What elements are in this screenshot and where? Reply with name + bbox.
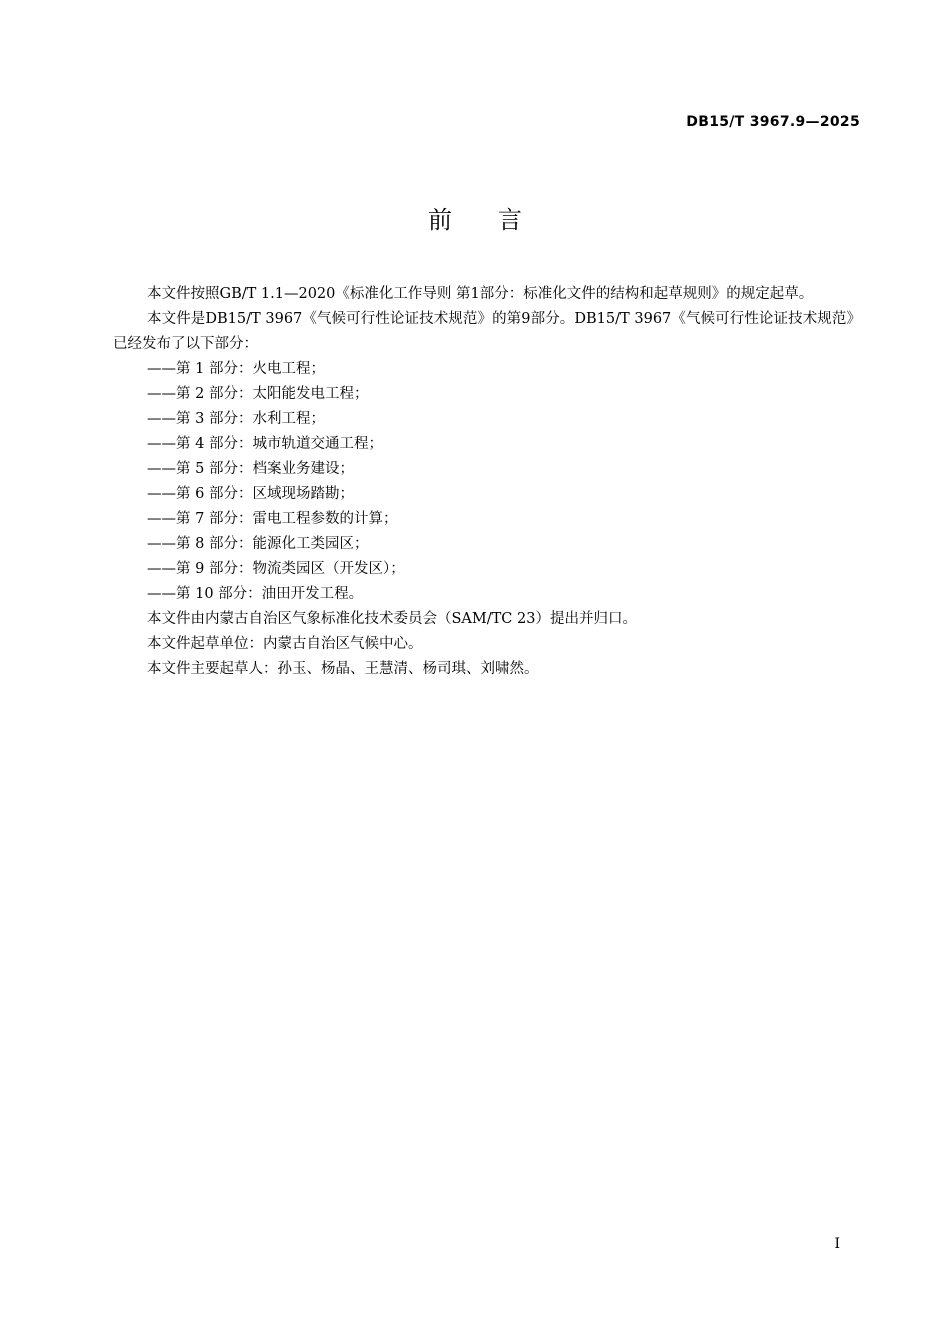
paragraph-proposer: 本文件由内蒙古自治区气象标准化技术委员会（SAM/TC 23）提出并归口。 (147, 611, 637, 627)
list-item: ——第 8 部分：能源化工类园区； (147, 536, 369, 552)
list-item: ——第 2 部分：太阳能发电工程； (147, 386, 369, 402)
parts-list (113, 357, 861, 607)
list-item: ——第 6 部分：区域现场踏勘； (147, 486, 354, 502)
list-item: ——第 5 部分：档案业务建设； (147, 461, 354, 477)
list-item: ——第 10 部分：油田开发工程。 (147, 586, 364, 602)
paragraph-drafting-unit: 本文件起草单位：内蒙古自治区气候中心。 (147, 636, 423, 652)
paragraph-drafting-rules: 本文件按照GB/T 1.1—2020《标准化工作导则 第1部分：标准化文件的结构和起草规则》的规定起草。 (147, 286, 814, 302)
foreword-body (113, 282, 861, 682)
list-item: ——第 3 部分：水利工程； (147, 411, 325, 427)
page-number: I (834, 1236, 840, 1252)
list-item: ——第 9 部分：物流类园区（开发区）； (147, 561, 405, 577)
list-item: ——第 7 部分：雷电工程参数的计算； (147, 511, 398, 527)
page-title: 前言 (428, 206, 568, 234)
list-item: ——第 1 部分：火电工程； (147, 361, 325, 377)
paragraph-drafters: 本文件主要起草人：孙玉、杨晶、王慧清、杨司琪、刘啸然。 (147, 661, 539, 677)
document-code: DB15/T 3967.9—2025 (686, 114, 860, 130)
list-item: ——第 4 部分：城市轨道交通工程； (147, 436, 383, 452)
paragraph-series-intro: 本文件是DB15/T 3967《气候可行性论证技术规范》的第9部分。DB15/T 3967《气候可行性论证技术规范》已经发布了以下部分： (113, 311, 861, 352)
